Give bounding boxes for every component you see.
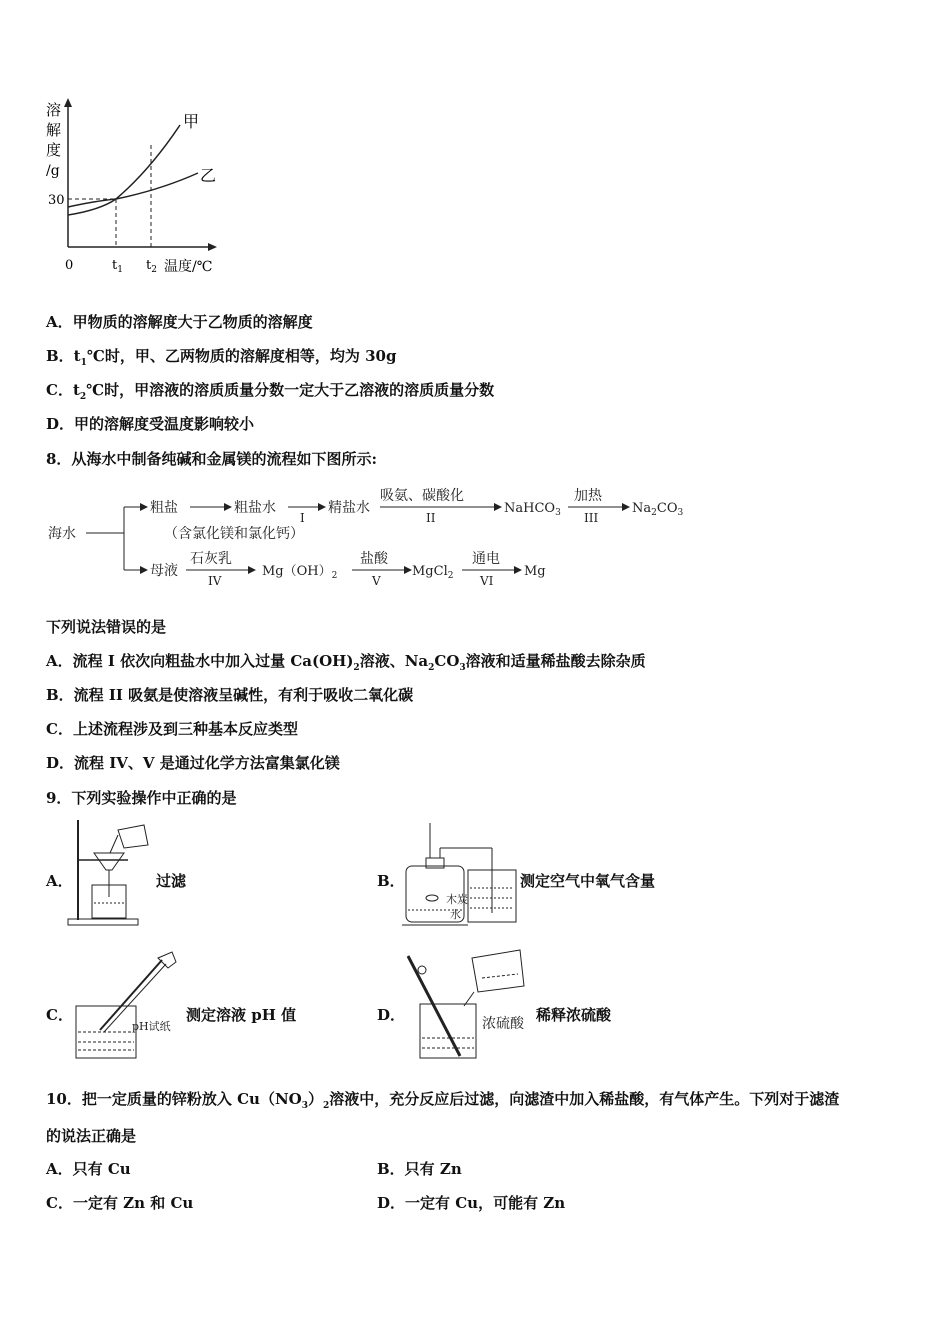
node-nahco3: NaHCO$_3$ (504, 501, 561, 518)
label-heat: 加热 (574, 488, 602, 504)
step-2: II (426, 511, 436, 525)
node-mg: Mg (524, 564, 546, 579)
origin-label: 0 (65, 258, 74, 273)
q9-b-text: 测定空气中氧气含量 (520, 872, 656, 890)
q9-a-text: 过滤 (156, 872, 187, 890)
ylabel-2: 解 (46, 121, 62, 139)
label-water: 水 (450, 908, 461, 921)
label-ph-paper: pH试纸 (132, 1020, 171, 1033)
q10-option-c: C．一定有 Zn 和 Cu (46, 1194, 194, 1212)
y-tick-30: 30 (48, 193, 65, 208)
step-3: III (584, 511, 599, 525)
ylabel-1: 溶 (46, 101, 62, 119)
dilution-apparatus (402, 948, 532, 1066)
ylabel-3: 度 (46, 141, 62, 159)
node-mother-liquor: 母液 (150, 563, 178, 579)
label-hcl: 盐酸 (360, 551, 388, 567)
q7-option-a: A．甲物质的溶解度大于乙物质的溶解度 (46, 313, 313, 331)
step-5: V (372, 574, 381, 588)
q10-stem-line2: 的说法正确是 (46, 1127, 137, 1145)
q9-c-text: 测定溶液 pH 值 (186, 1006, 297, 1024)
x-tick-t2: $t_2$ (146, 258, 157, 275)
node-na2co3: $Na_2CO_3$ (632, 501, 684, 518)
curve-jia (68, 125, 180, 215)
note-impurities: （含氯化镁和氯化钙） (164, 526, 304, 542)
q10-option-b: B．只有 Zn (377, 1160, 462, 1178)
ylabel-4: /g (46, 163, 60, 179)
q8-question: 下列说法错误的是 (46, 618, 167, 636)
q7-option-c: C．$t_2℃$时，甲溶液的溶质质量分数一定大于乙溶液的溶质质量分数 (46, 381, 495, 402)
q8-stem: 8．从海水中制备纯碱和金属镁的流程如下图所示: (46, 450, 377, 468)
q10-option-a: A．只有 Cu (46, 1160, 131, 1178)
q9-stem: 9．下列实验操作中正确的是 (46, 789, 237, 807)
q9-a-letter: A． (46, 872, 73, 890)
x-axis-arrow (208, 243, 217, 251)
node-crude-brine: 粗盐水 (234, 500, 276, 516)
label-electrolysis: 通电 (472, 551, 500, 567)
y-axis-arrow (64, 98, 72, 107)
legend-jia: 甲 (183, 112, 200, 131)
q9-d-letter: D． (377, 1006, 406, 1024)
q10-stem: 10．把一定质量的锌粉放入 $Cu(NO_3)_2$溶液中，充分反应后过滤，向滤渣中加入稀盐酸，有气体产生。下列对于滤渣 (46, 1090, 840, 1111)
label-absorb: 吸氨、碳酸化 (380, 488, 464, 504)
q9-d-text: 稀释浓硫酸 (536, 1006, 612, 1024)
q8-option-d: D．流程 IV、V 是通过化学方法富集氯化镁 (46, 754, 340, 772)
x-tick-t1: $t_1$ (112, 258, 123, 275)
q10-option-d: D．一定有 Cu，可能有 Zn (377, 1194, 566, 1212)
solubility-graph (40, 95, 240, 285)
label-lime-milk: 石灰乳 (190, 551, 232, 567)
q7-option-b: B．$t_1℃$时，甲、乙两物质的溶解度相等，均为 30g (46, 347, 397, 368)
oxygen-apparatus (400, 818, 520, 933)
legend-yi: 乙 (200, 166, 217, 185)
step-6: VI (480, 574, 494, 588)
curve-yi (68, 173, 198, 207)
label-conc-acid: 浓硫酸 (482, 1016, 524, 1032)
q7-option-d: D．甲的溶解度受温度影响较小 (46, 415, 255, 433)
label-charcoal: 木炭 (446, 893, 468, 906)
step-1: I (300, 511, 305, 525)
x-axis-label: 温度/℃ (164, 259, 213, 275)
q9-c-letter: C． (46, 1006, 73, 1024)
flow-diagram (44, 480, 704, 595)
q8-option-a: A．流程 I 依次向粗盐水中加入过量 $Ca(OH)_2$溶液、$Na_2CO_3$溶液和适量稀盐酸去除杂质 (46, 652, 646, 673)
q9-b-letter: B． (377, 872, 405, 890)
step-4: IV (208, 574, 222, 588)
node-mgcl2: MgCl$_2$ (412, 564, 454, 581)
node-refined-brine: 精盐水 (328, 500, 370, 516)
node-mgoh2: $Mg(OH)_2$ (262, 564, 338, 581)
node-crude-salt: 粗盐 (150, 500, 178, 516)
filtration-apparatus (66, 815, 156, 930)
ph-apparatus (72, 950, 182, 1065)
q8-option-b: B．流程 II 吸氨是使溶液呈碱性，有利于吸收二氧化碳 (46, 686, 414, 704)
q8-option-c: C．上述流程涉及到三种基本反应类型 (46, 720, 298, 738)
node-seawater: 海水 (48, 526, 76, 542)
